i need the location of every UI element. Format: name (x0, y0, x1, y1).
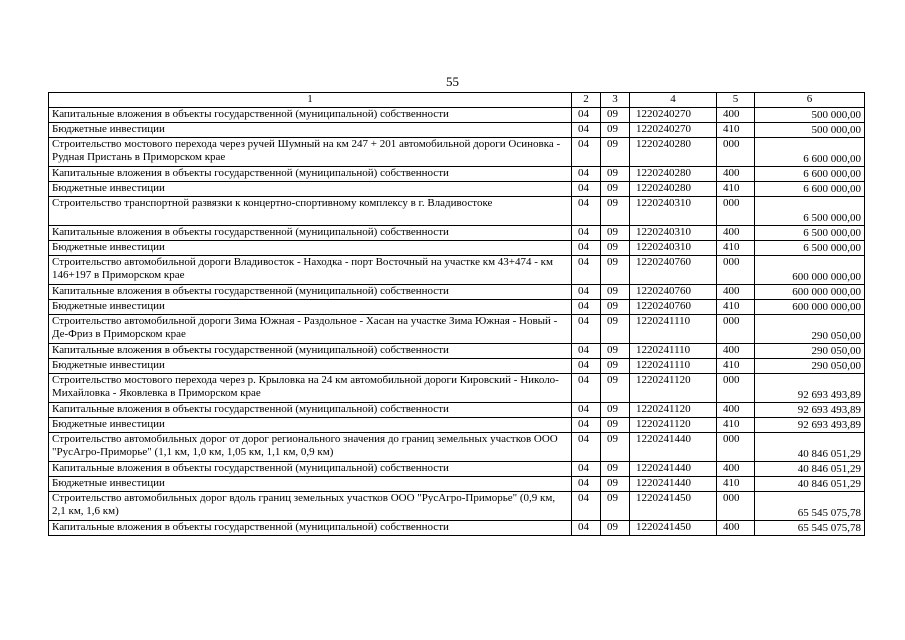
row-target-code-cell: 1220241440 (630, 433, 717, 462)
row-section-cell: 04 (572, 182, 601, 197)
row-subsection-cell: 09 (601, 433, 630, 462)
row-name-cell: Капитальные вложения в объекты государственной (муниципальной) собственности (49, 344, 572, 359)
row-section-cell: 04 (572, 359, 601, 374)
table-row (49, 300, 865, 315)
row-section-cell: 04 (572, 344, 601, 359)
row-subsection-cell: 09 (601, 315, 630, 344)
row-subsection-cell: 09 (601, 521, 630, 536)
row-target-code-cell: 1220240270 (630, 123, 717, 138)
row-name-cell: Строительство транспортной развязки к концертно-спортивному комплексу в г. Владивостоке (49, 197, 572, 226)
row-expense-type-cell: 400 (717, 344, 755, 359)
table-row (49, 477, 865, 492)
row-section-cell: 04 (572, 300, 601, 315)
row-target-code-cell: 1220241440 (630, 462, 717, 477)
table-header-row (49, 93, 865, 108)
row-sum-cell: 40 846 051,29 (755, 433, 865, 462)
row-subsection-cell: 09 (601, 344, 630, 359)
row-name-cell: Капитальные вложения в объекты государственной (муниципальной) собственности (49, 167, 572, 182)
row-expense-type-cell: 000 (717, 197, 755, 226)
row-sum-cell: 600 000 000,00 (755, 285, 865, 300)
row-expense-type-cell: 000 (717, 374, 755, 403)
row-sum-cell: 290 050,00 (755, 315, 865, 344)
table-row (49, 138, 865, 167)
row-subsection-cell: 09 (601, 492, 630, 521)
row-expense-type-cell: 400 (717, 403, 755, 418)
row-name-cell: Бюджетные инвестиции (49, 182, 572, 197)
table-row (49, 433, 865, 462)
row-target-code-cell: 1220240270 (630, 108, 717, 123)
row-name-cell: Бюджетные инвестиции (49, 418, 572, 433)
row-subsection-cell: 09 (601, 241, 630, 256)
row-target-code-cell: 1220240310 (630, 241, 717, 256)
header-cell-section: 2 (572, 93, 601, 108)
table-row (49, 256, 865, 285)
row-expense-type-cell: 400 (717, 226, 755, 241)
row-subsection-cell: 09 (601, 167, 630, 182)
row-section-cell: 04 (572, 197, 601, 226)
row-section-cell: 04 (572, 492, 601, 521)
row-target-code-cell: 1220240280 (630, 138, 717, 167)
row-expense-type-cell: 000 (717, 433, 755, 462)
row-expense-type-cell: 400 (717, 285, 755, 300)
table-row (49, 492, 865, 521)
row-target-code-cell: 1220240310 (630, 226, 717, 241)
header-cell-target-code: 4 (630, 93, 717, 108)
row-subsection-cell: 09 (601, 138, 630, 167)
row-section-cell: 04 (572, 477, 601, 492)
table-row (49, 418, 865, 433)
row-name-cell: Капитальные вложения в объекты государственной (муниципальной) собственности (49, 285, 572, 300)
row-section-cell: 04 (572, 123, 601, 138)
table-row (49, 315, 865, 344)
table-row (49, 359, 865, 374)
table-row (49, 182, 865, 197)
table-row (49, 374, 865, 403)
table-row (49, 403, 865, 418)
row-name-cell: Бюджетные инвестиции (49, 477, 572, 492)
row-section-cell: 04 (572, 167, 601, 182)
row-subsection-cell: 09 (601, 123, 630, 138)
row-name-cell: Строительство автомобильной дороги Зима Южная - Раздольное - Хасан на участке Зима Южная - Новый - Де-Фриз в Приморском крае (49, 315, 572, 344)
row-name-cell: Капитальные вложения в объекты государственной (муниципальной) собственности (49, 462, 572, 477)
row-section-cell: 04 (572, 374, 601, 403)
row-subsection-cell: 09 (601, 226, 630, 241)
row-expense-type-cell: 410 (717, 477, 755, 492)
table-row (49, 123, 865, 138)
row-sum-cell: 6 500 000,00 (755, 241, 865, 256)
table-row (49, 241, 865, 256)
row-subsection-cell: 09 (601, 477, 630, 492)
row-target-code-cell: 1220241450 (630, 492, 717, 521)
row-sum-cell: 92 693 493,89 (755, 403, 865, 418)
row-name-cell: Строительство автомобильных дорог вдоль границ земельных участков ООО "РусАгро-Приморье" (0,9 км, 2,1 км, 1,6 км) (49, 492, 572, 521)
row-name-cell: Бюджетные инвестиции (49, 241, 572, 256)
row-target-code-cell: 1220241110 (630, 344, 717, 359)
row-target-code-cell: 1220241110 (630, 315, 717, 344)
row-subsection-cell: 09 (601, 462, 630, 477)
row-subsection-cell: 09 (601, 197, 630, 226)
table-row (49, 108, 865, 123)
row-section-cell: 04 (572, 256, 601, 285)
row-section-cell: 04 (572, 462, 601, 477)
row-expense-type-cell: 000 (717, 315, 755, 344)
row-target-code-cell: 1220241120 (630, 374, 717, 403)
row-target-code-cell: 1220240760 (630, 256, 717, 285)
row-section-cell: 04 (572, 285, 601, 300)
row-expense-type-cell: 400 (717, 462, 755, 477)
row-sum-cell: 65 545 075,78 (755, 521, 865, 536)
row-expense-type-cell: 410 (717, 359, 755, 374)
header-cell-name: 1 (49, 93, 572, 108)
row-name-cell: Капитальные вложения в объекты государственной (муниципальной) собственности (49, 521, 572, 536)
row-target-code-cell: 1220240310 (630, 197, 717, 226)
row-sum-cell: 600 000 000,00 (755, 300, 865, 315)
row-subsection-cell: 09 (601, 182, 630, 197)
row-expense-type-cell: 410 (717, 123, 755, 138)
row-expense-type-cell: 000 (717, 256, 755, 285)
row-name-cell: Строительство автомобильной дороги Владивосток - Находка - порт Восточный на участке км 43+474 - км 146+197 в Приморском крае (49, 256, 572, 285)
row-expense-type-cell: 000 (717, 492, 755, 521)
row-sum-cell: 6 600 000,00 (755, 182, 865, 197)
row-target-code-cell: 1220241110 (630, 359, 717, 374)
row-subsection-cell: 09 (601, 300, 630, 315)
row-sum-cell: 92 693 493,89 (755, 374, 865, 403)
row-expense-type-cell: 400 (717, 108, 755, 123)
row-section-cell: 04 (572, 433, 601, 462)
row-sum-cell: 6 600 000,00 (755, 167, 865, 182)
row-section-cell: 04 (572, 403, 601, 418)
table-row (49, 197, 865, 226)
row-subsection-cell: 09 (601, 403, 630, 418)
row-sum-cell: 65 545 075,78 (755, 492, 865, 521)
row-name-cell: Бюджетные инвестиции (49, 300, 572, 315)
row-subsection-cell: 09 (601, 256, 630, 285)
row-subsection-cell: 09 (601, 108, 630, 123)
row-name-cell: Капитальные вложения в объекты государственной (муниципальной) собственности (49, 108, 572, 123)
row-section-cell: 04 (572, 521, 601, 536)
header-cell-expense-type: 5 (717, 93, 755, 108)
row-subsection-cell: 09 (601, 285, 630, 300)
row-target-code-cell: 1220241120 (630, 418, 717, 433)
row-name-cell: Строительство мостового перехода через ручей Шумный на км 247 + 201 автомобильной дороги Осиновка - Рудная Пристань в Приморском крае (49, 138, 572, 167)
row-name-cell: Строительство автомобильных дорог от дорог регионального значения до границ земельных участков ООО "РусАгро-Приморье" (1,1 км, 1,0 км, 1,05 км, 1,1 км, 0,9 км) (49, 433, 572, 462)
row-section-cell: 04 (572, 226, 601, 241)
row-sum-cell: 40 846 051,29 (755, 462, 865, 477)
row-expense-type-cell: 410 (717, 182, 755, 197)
row-expense-type-cell: 400 (717, 521, 755, 536)
row-sum-cell: 500 000,00 (755, 108, 865, 123)
row-sum-cell: 92 693 493,89 (755, 418, 865, 433)
row-target-code-cell: 1220241450 (630, 521, 717, 536)
row-sum-cell: 6 600 000,00 (755, 138, 865, 167)
row-name-cell: Строительство мостового перехода через р. Крыловка на 24 км автомобильной дороги Кировский - Николо-Михайловка - Яковлевка в Приморском крае (49, 374, 572, 403)
row-target-code-cell: 1220240760 (630, 300, 717, 315)
row-sum-cell: 290 050,00 (755, 359, 865, 374)
row-sum-cell: 290 050,00 (755, 344, 865, 359)
row-sum-cell: 600 000 000,00 (755, 256, 865, 285)
row-name-cell: Бюджетные инвестиции (49, 123, 572, 138)
row-target-code-cell: 1220240280 (630, 182, 717, 197)
table-row (49, 462, 865, 477)
row-sum-cell: 6 500 000,00 (755, 226, 865, 241)
row-name-cell: Капитальные вложения в объекты государственной (муниципальной) собственности (49, 226, 572, 241)
header-cell-subsection: 3 (601, 93, 630, 108)
row-section-cell: 04 (572, 241, 601, 256)
row-expense-type-cell: 410 (717, 241, 755, 256)
table-body (49, 93, 865, 536)
row-expense-type-cell: 400 (717, 167, 755, 182)
table-row (49, 167, 865, 182)
page-number: 55 (446, 74, 459, 89)
row-sum-cell: 500 000,00 (755, 123, 865, 138)
row-name-cell: Капитальные вложения в объекты государственной (муниципальной) собственности (49, 403, 572, 418)
row-section-cell: 04 (572, 315, 601, 344)
row-expense-type-cell: 410 (717, 300, 755, 315)
row-subsection-cell: 09 (601, 359, 630, 374)
row-section-cell: 04 (572, 138, 601, 167)
row-section-cell: 04 (572, 108, 601, 123)
budget-table (48, 92, 865, 536)
row-name-cell: Бюджетные инвестиции (49, 359, 572, 374)
table-row (49, 226, 865, 241)
table-row (49, 521, 865, 536)
row-target-code-cell: 1220241120 (630, 403, 717, 418)
row-target-code-cell: 1220240760 (630, 285, 717, 300)
row-sum-cell: 6 500 000,00 (755, 197, 865, 226)
row-section-cell: 04 (572, 418, 601, 433)
row-sum-cell: 40 846 051,29 (755, 477, 865, 492)
row-target-code-cell: 1220240280 (630, 167, 717, 182)
row-target-code-cell: 1220241440 (630, 477, 717, 492)
table-row (49, 344, 865, 359)
row-subsection-cell: 09 (601, 418, 630, 433)
table-row (49, 285, 865, 300)
row-subsection-cell: 09 (601, 374, 630, 403)
row-expense-type-cell: 000 (717, 138, 755, 167)
row-expense-type-cell: 410 (717, 418, 755, 433)
header-cell-sum: 6 (755, 93, 865, 108)
